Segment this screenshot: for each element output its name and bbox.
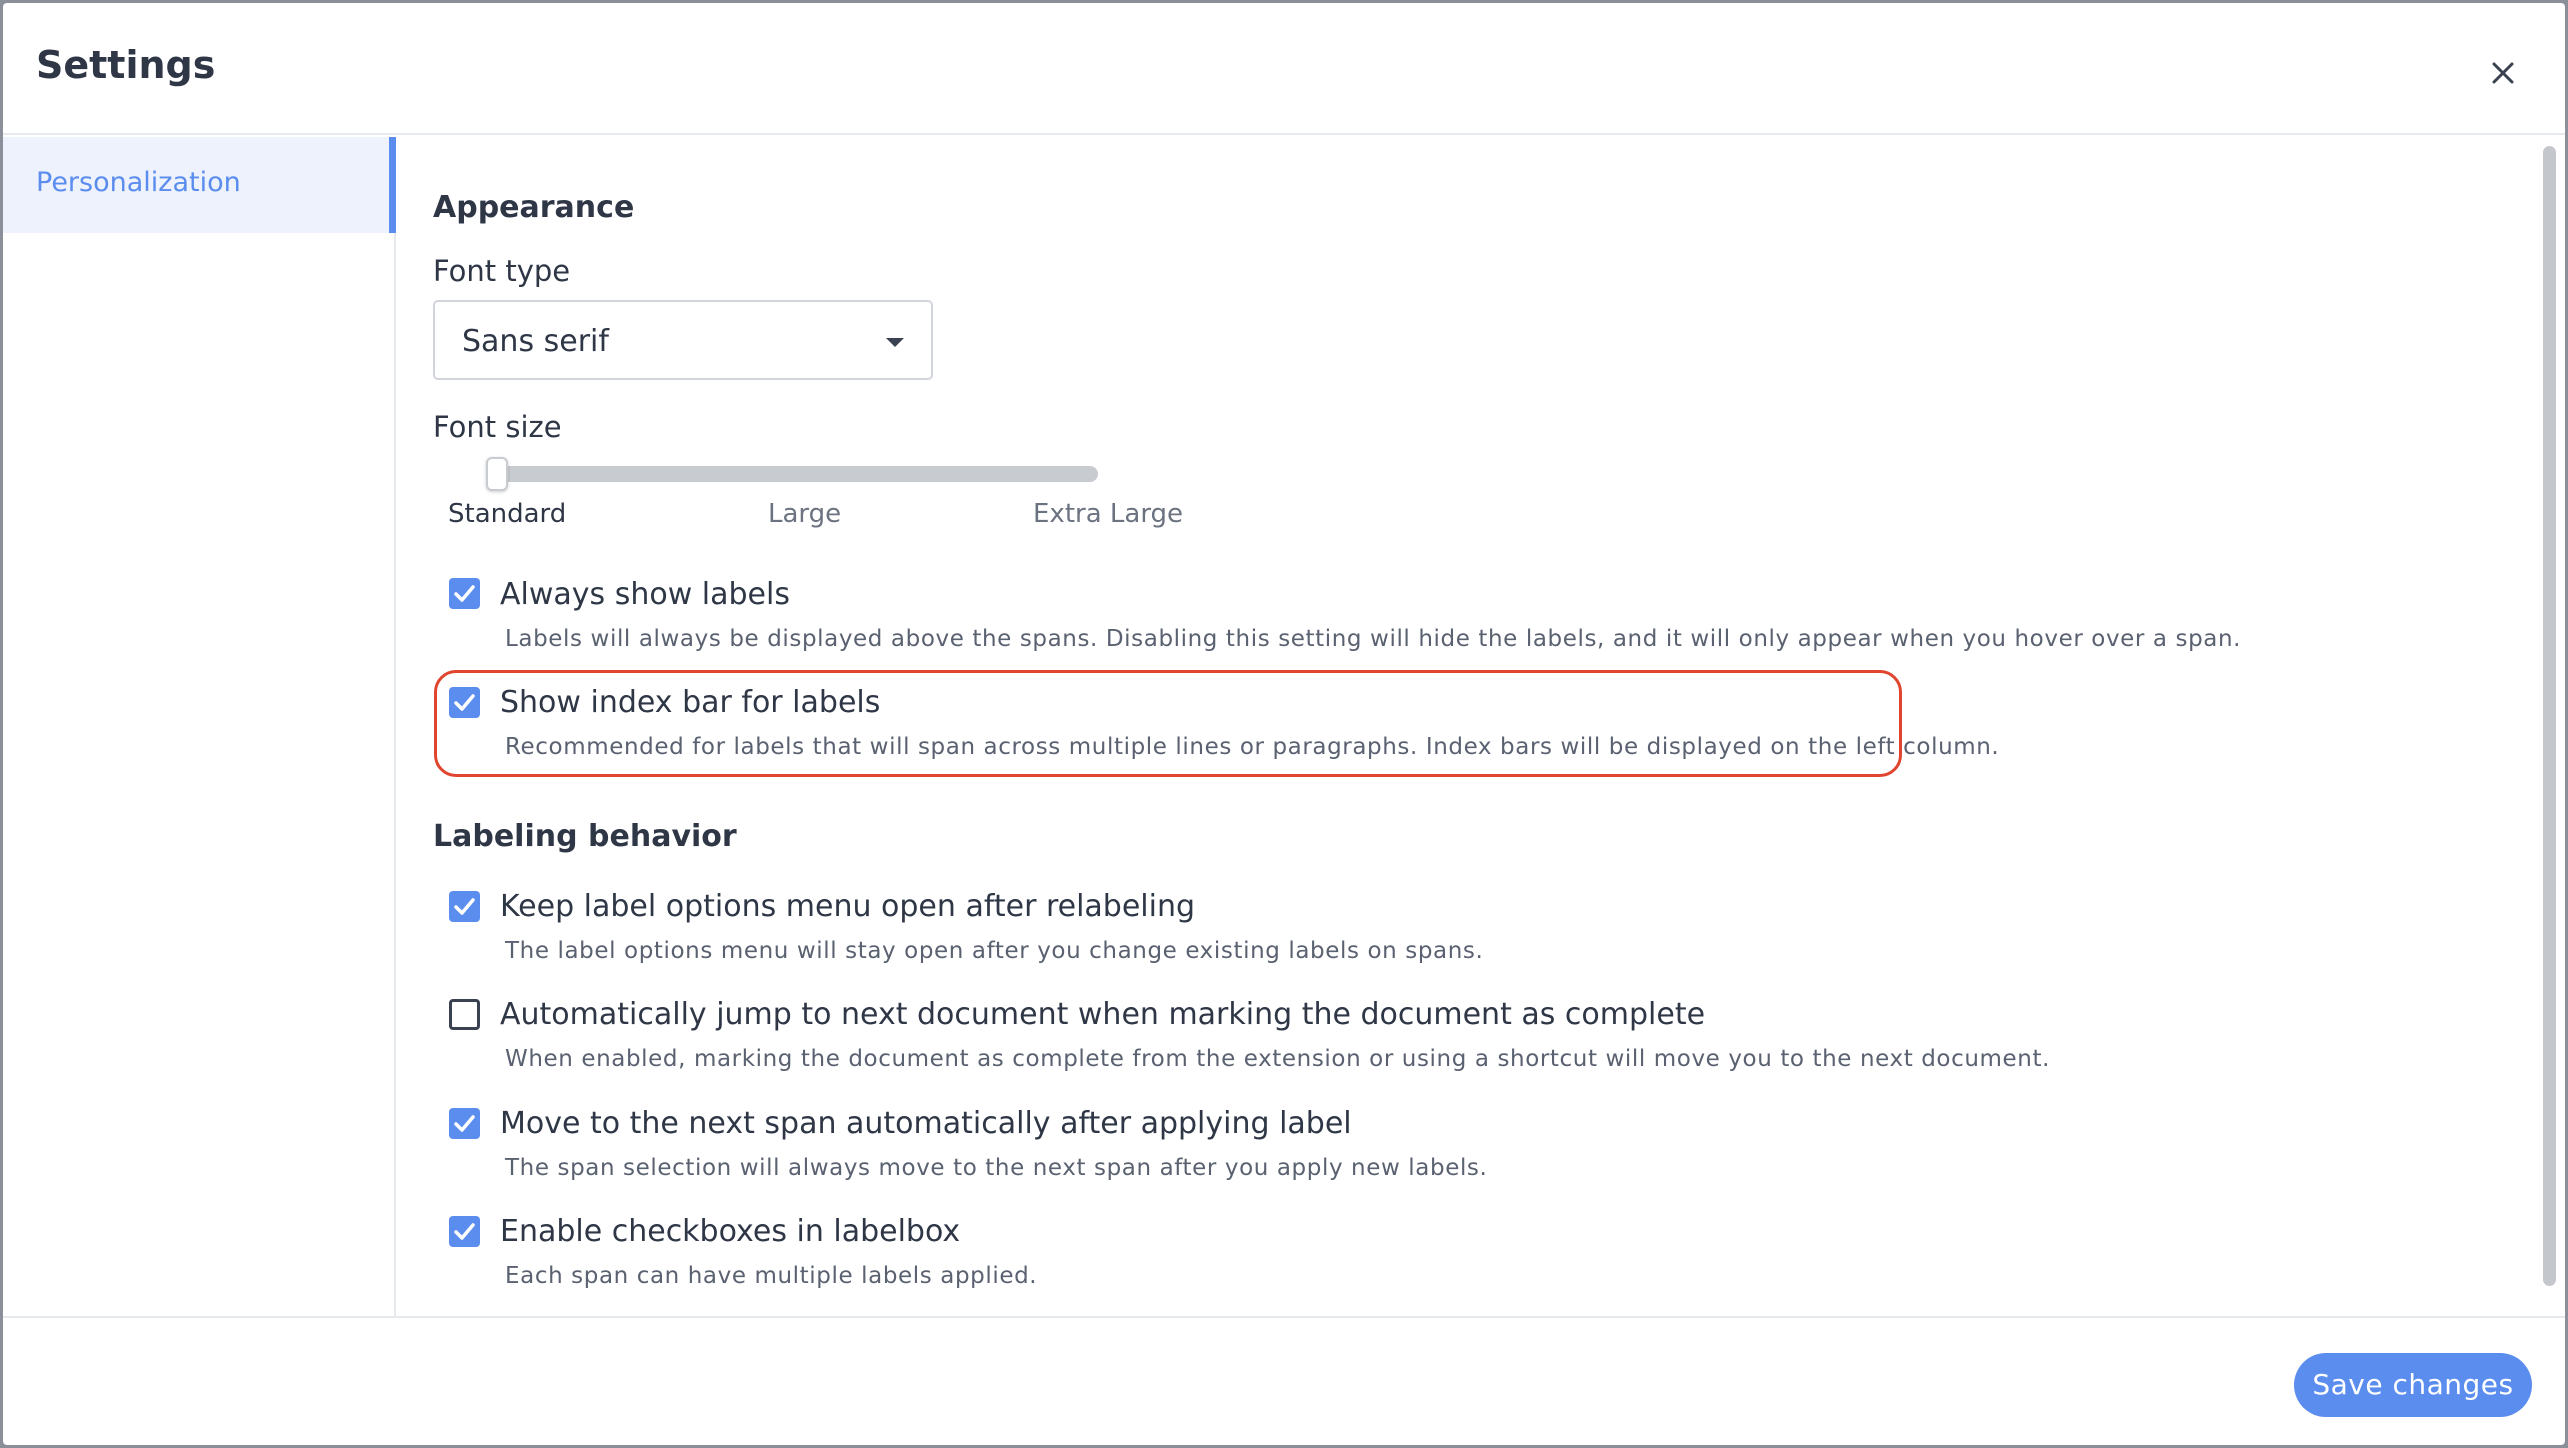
labeling-behavior-heading: Labeling behavior: [433, 819, 737, 854]
modal-title: Settings: [36, 43, 216, 87]
close-icon: [2477, 47, 2529, 99]
check-icon: [453, 692, 476, 713]
option-title: Move to the next span automatically after applying label: [500, 1106, 1352, 1141]
font-size-slider-handle[interactable]: [486, 457, 508, 491]
move-next-span-checkbox[interactable]: [449, 1108, 480, 1139]
settings-content: [398, 137, 2548, 1317]
font-type-label: Font type: [433, 254, 571, 288]
font-size-option-standard[interactable]: Standard: [448, 499, 567, 529]
modal-header: [3, 3, 2565, 135]
font-type-value: Sans serif: [462, 324, 609, 359]
option-description: The label options menu will stay open after you change existing labels on spans.: [505, 938, 1484, 964]
check-icon: [453, 1113, 476, 1134]
save-changes-button[interactable]: Save changes: [2294, 1353, 2532, 1417]
font-type-select[interactable]: [433, 300, 933, 380]
font-size-option-extra-large[interactable]: Extra Large: [1033, 499, 1184, 529]
sidebar: [3, 137, 396, 1317]
option-title: Show index bar for labels: [500, 685, 881, 720]
chevron-down-icon: [883, 336, 907, 350]
check-icon: [453, 1221, 476, 1242]
check-icon: [453, 583, 476, 604]
show-index-bar-checkbox[interactable]: [449, 687, 480, 718]
auto-jump-checkbox[interactable]: [449, 999, 480, 1030]
option-title: Keep label options menu open after relabeling: [500, 889, 1196, 924]
option-description: Each span can have multiple labels applied.: [505, 1263, 1038, 1289]
scrollbar-thumb[interactable]: [2543, 146, 2556, 1286]
font-size-option-large[interactable]: Large: [768, 499, 842, 529]
sidebar-item-label: Personalization: [36, 167, 241, 198]
option-description: Labels will always be displayed above the spans. Disabling this setting will hide the labels, and it will only appear when you hover over a span.: [505, 626, 2242, 652]
font-size-label: Font size: [433, 410, 562, 444]
option-description: The span selection will always move to the next span after you apply new labels.: [505, 1155, 1488, 1181]
keep-menu-open-checkbox[interactable]: [449, 891, 480, 922]
font-size-slider-track[interactable]: [488, 466, 1098, 482]
close-button[interactable]: [2477, 47, 2529, 99]
check-icon: [453, 896, 476, 917]
settings-modal: [3, 3, 2565, 1445]
option-title: Always show labels: [500, 577, 790, 612]
modal-footer: [3, 1316, 2565, 1445]
option-description: When enabled, marking the document as complete from the extension or using a shortcut will move you to the next document.: [505, 1046, 2050, 1072]
option-title: Automatically jump to next document when marking the document as complete: [500, 997, 1706, 1032]
appearance-heading: Appearance: [433, 190, 635, 225]
enable-checkboxes-checkbox[interactable]: [449, 1216, 480, 1247]
option-title: Enable checkboxes in labelbox: [500, 1214, 961, 1249]
always-show-labels-checkbox[interactable]: [449, 578, 480, 609]
option-description: Recommended for labels that will span across multiple lines or paragraphs. Index bars will be displayed on the left column.: [505, 734, 2000, 760]
sidebar-item-personalization[interactable]: [3, 137, 396, 233]
